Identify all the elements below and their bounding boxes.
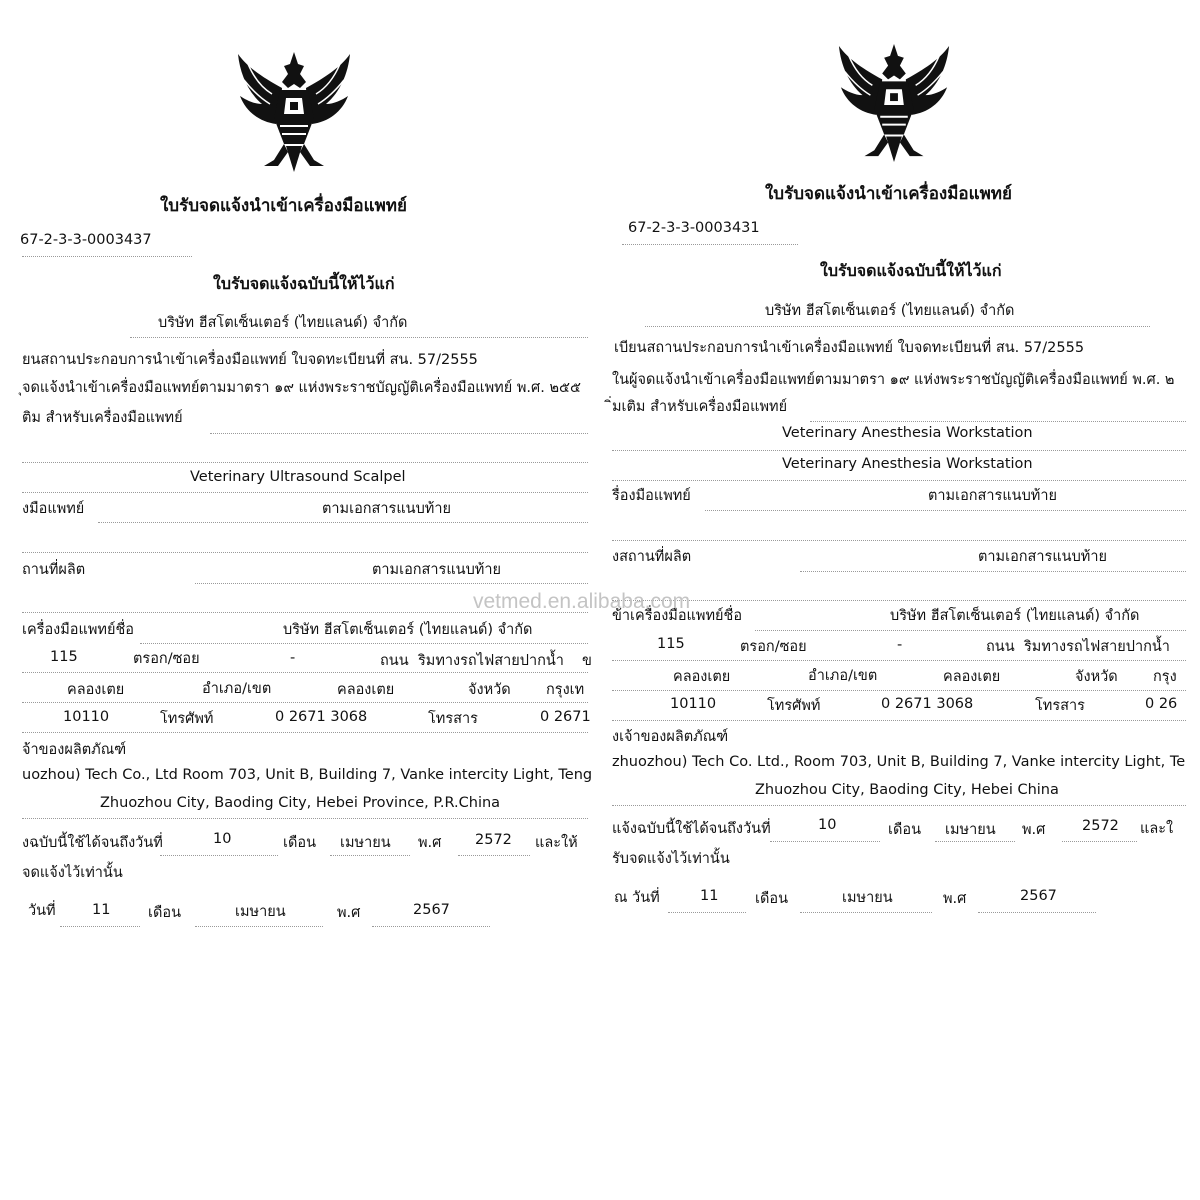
device-value: ตามเอกสารแนบท้าย [928,488,1057,504]
dotted-line [810,421,1186,422]
site-value: ตามเอกสารแนบท้าย [372,562,501,578]
issued-year: 2567 [1020,888,1057,904]
valid-year: 2572 [1082,818,1119,834]
dotted-line [612,450,1186,451]
company-name: บริษัท ฮีสโตเซ็นเตอร์ (ไทยแลนด์) จำกัด [158,315,408,331]
registration-line: ยนสถานประกอบการนำเข้าเครื่องมือแพทย์ ใบจดทะเบียนที่ สน. 57/2555 [22,352,478,368]
section-line: ุจดแจ้งนำเข้าเครื่องมือแพทย์ตามมาตรา ๑๙ แห่งพระราชบัญญัติเครื่องมือแพทย์ พ.ศ. ๒๕๕ [22,380,581,396]
dotted-line [800,571,1186,572]
dotted-line [98,522,588,523]
district-value: คลองเตย [337,682,395,698]
issued-to-heading: ใบรับจดแจ้งฉบับนี้ให้ไว้แก่ [820,261,1002,280]
province-value: กรุง [1153,669,1177,685]
additional-line: ิ่มเติม สำหรับเครื่องมือแพทย์ [612,399,788,415]
garuda-emblem [835,38,953,170]
alley-value: - [290,650,296,666]
phone-label: โทรศัพท์ [767,698,821,714]
valid-year-label: พ.ศ [418,835,442,851]
valid-day: 10 [818,817,837,833]
subdistrict-value: คลองเตย [67,682,125,698]
watermark: vetmed.en.alibaba.com [473,590,691,613]
dotted-line [935,841,1015,842]
postcode: 10110 [63,709,110,725]
dotted-line [130,337,588,338]
valid-until-label: แจ้งฉบับนี้ใช้ได้จนถึงวันที่ [612,821,771,837]
section-line: ในผู้จดแจ้งนำเข้าเครื่องมือแพทย์ตามมาตรา ๑๙ แห่งพระราชบัญญัติเครื่องมือแพทย์ พ.ศ. ๒ [612,372,1175,388]
dotted-line [22,462,588,463]
dotted-line [800,912,932,913]
additional-line: ติม สำหรับเครื่องมือแพทย์ [22,410,183,426]
valid-year-label: พ.ศ [1022,822,1046,838]
valid-month: เมษายน [945,822,996,838]
document-title: ใบรับจดแจ้งนำเข้าเครื่องมือแพทย์ [765,184,1012,204]
company-name: บริษัท ฮีสโตเซ็นเตอร์ (ไทยแลนด์) จำกัด [765,303,1015,319]
dotted-line [645,326,1150,327]
dotted-line [140,643,588,644]
device-name: Veterinary Anesthesia Workstation [782,425,1033,441]
fax-label: โทรสาร [1035,698,1085,714]
alley-label: ตรอก/ซอย [133,651,200,667]
notice-line: รับจดแจ้งไว้เท่านั้น [612,851,730,867]
issued-month-label: เดือน [148,905,181,921]
certificate-number: 67-2-3-3-0003437 [20,232,152,248]
device-value: ตามเอกสารแนบท้าย [322,501,451,517]
road-value: ริมทางรถไฟสายปากน้ำ [1024,639,1170,655]
dotted-line [668,912,746,913]
importer-label: เครื่องมือแพทย์ชื่อ [22,622,135,638]
phone-value: 0 2671 3068 [275,709,368,725]
road-value: ริมทางรถไฟสายปากน้ำ [418,653,564,669]
phone-value: 0 2671 3068 [881,696,974,712]
valid-month-label: เดือน [283,835,316,851]
province-label: จังหวัด [1075,669,1118,685]
owner-address-line-1: uozhou) Tech Co., Ltd Room 703, Unit B, Building 7, Vanke intercity Light, Teng [22,767,593,783]
device-label: งมือแพทย์ [22,501,85,517]
issued-month: เมษายน [235,904,286,920]
province-value: กรุงเท [546,682,585,698]
owner-address-line-2: Zhuozhou City, Baoding City, Hebei China [755,782,1059,798]
dotted-line [622,244,798,245]
dotted-line [22,256,192,257]
owner-label: งเจ้าของผลิตภัณฑ์ [612,729,729,745]
valid-day: 10 [213,831,232,847]
dotted-line [770,841,880,842]
owner-address-line-2: Zhuozhou City, Baoding City, Hebei Province, P.R.China [100,795,501,811]
house-number: 115 [657,636,685,652]
dotted-line [160,855,278,856]
road-label: ถนน [986,639,1015,655]
dotted-line [612,480,1186,481]
district-value: คลองเตย [943,669,1001,685]
dotted-line [22,672,588,673]
issued-month-label: เดือน [755,891,788,907]
valid-month-label: เดือน [888,822,921,838]
dotted-line [22,552,588,553]
issued-month: เมษายน [842,890,893,906]
dotted-line [372,926,490,927]
certificate-number: 67-2-3-3-0003431 [628,220,760,236]
dotted-line [60,926,140,927]
valid-year: 2572 [475,832,512,848]
postcode: 10110 [670,696,717,712]
dotted-line [195,926,323,927]
dotted-line [330,855,410,856]
district-label: อำเภอ/เขต [202,681,272,697]
issued-date-label: ณ วันที่ [614,890,660,906]
importer-value: บริษัท ฮีสโตเซ็นเตอร์ (ไทยแลนด์) จำกัด [283,622,533,638]
subdistrict-value: คลองเตย [673,669,731,685]
dotted-line [612,690,1186,691]
dotted-line [210,433,588,434]
device-label: รื่องมือแพทย์ [612,488,691,504]
issued-year-label: พ.ศ [337,905,361,921]
dotted-line [22,818,588,819]
road-cut: ข [582,653,592,669]
dotted-line [612,600,1186,601]
issued-year-label: พ.ศ [943,891,967,907]
alley-label: ตรอก/ซอย [740,639,807,655]
fax-value: 0 2671 [540,709,591,725]
importer-label: ข้าเครื่องมือแพทย์ชื่อ [612,608,743,624]
province-label: จังหวัด [468,682,511,698]
alley-value: - [897,637,903,653]
and-text: และให้ [535,835,578,851]
notice-line: จดแจ้งไว้เท่านั้น [22,865,123,881]
issued-year: 2567 [413,902,450,918]
dotted-line [1062,841,1137,842]
dotted-line [612,805,1186,806]
phone-label: โทรศัพท์ [160,711,214,727]
dotted-line [612,660,1186,661]
issued-day: 11 [700,888,719,904]
site-value: ตามเอกสารแนบท้าย [978,549,1107,565]
valid-month: เมษายน [340,835,391,851]
dotted-line [22,732,588,733]
dotted-line [755,630,1186,631]
dotted-line [978,912,1096,913]
registration-line: เบียนสถานประกอบการนำเข้าเครื่องมือแพทย์ ใบจดทะเบียนที่ สน. 57/2555 [614,340,1085,356]
dotted-line [195,583,588,584]
dotted-line [612,720,1186,721]
owner-label: จ้าของผลิตภัณฑ์ [22,742,127,758]
district-label: อำเภอ/เขต [808,668,878,684]
device-name: Veterinary Anesthesia Workstation [782,456,1033,472]
site-label: งสถานที่ผลิต [612,549,692,565]
dotted-line [22,702,588,703]
dotted-line [705,510,1186,511]
device-name: Veterinary Ultrasound Scalpel [190,469,406,485]
house-number: 115 [50,649,78,665]
dotted-line [22,492,588,493]
issued-to-heading: ใบรับจดแจ้งฉบับนี้ให้ไว้แก่ [213,274,395,293]
garuda-emblem [230,48,358,178]
owner-address-line-1: zhuozhou) Tech Co. Ltd., Room 703, Unit B, Building 7, Vanke intercity Light, Te [612,754,1186,770]
document-title: ใบรับจดแจ้งนำเข้าเครื่องมือแพทย์ [160,196,407,216]
dotted-line [458,855,530,856]
issued-date-label: วันที่ [28,903,56,919]
site-label: ถานที่ผลิต [22,562,86,578]
importer-value: บริษัท ฮีสโตเซ็นเตอร์ (ไทยแลนด์) จำกัด [890,608,1140,624]
dotted-line [612,540,1186,541]
issued-day: 11 [92,902,111,918]
road-label: ถนน [380,653,409,669]
valid-until-label: งฉบับนี้ใช้ได้จนถึงวันที่ [22,835,163,851]
fax-label: โทรสาร [428,711,478,727]
fax-value: 0 26 [1145,696,1178,712]
and-text: และใ [1140,821,1174,837]
